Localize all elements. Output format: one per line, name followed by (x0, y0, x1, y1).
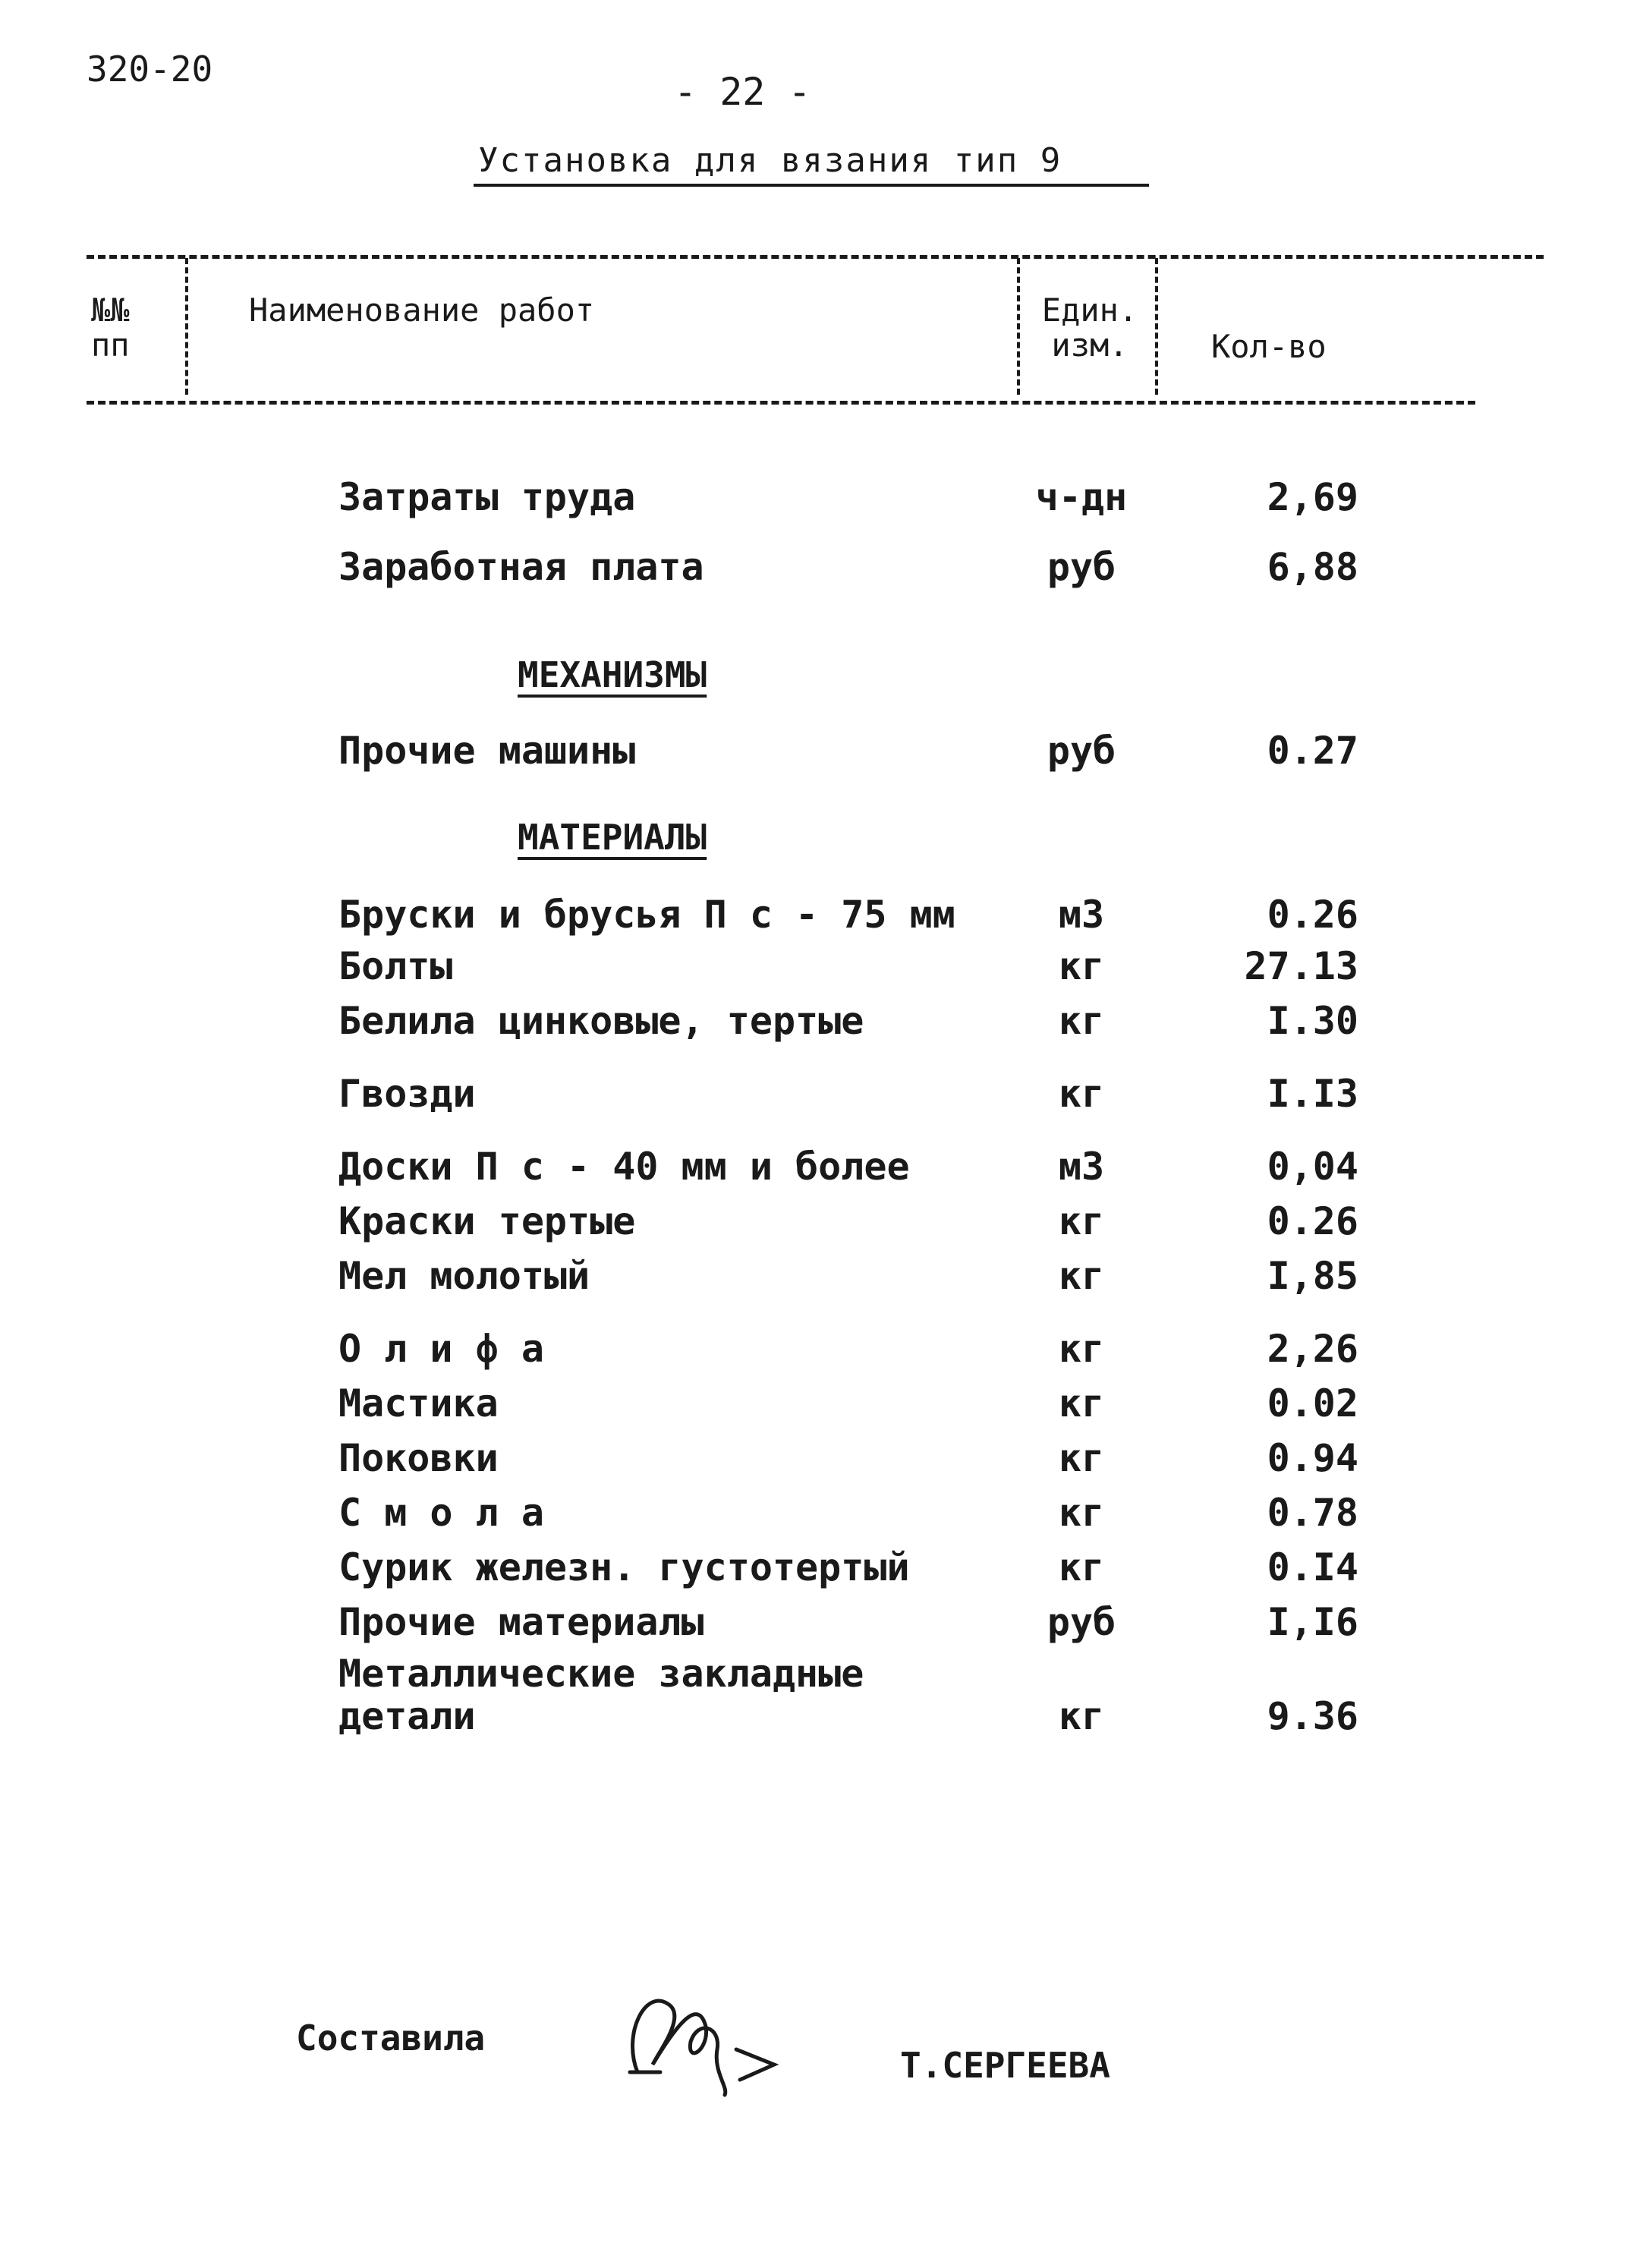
row-unit: руб (1047, 1600, 1116, 1644)
header-unit (1029, 293, 1151, 363)
row-name: Сурик железн. густотертый (338, 1545, 910, 1589)
row-quantity: 6,88 (1267, 545, 1358, 589)
row-quantity: 0.26 (1267, 893, 1358, 937)
table-row (0, 1072, 1640, 1117)
header-num-line2: пп (91, 326, 130, 364)
row-unit: м3 (1058, 1145, 1105, 1189)
row-unit: кг (1058, 1072, 1105, 1116)
row-unit: кг (1058, 1381, 1105, 1425)
row-name: Краски тертые (338, 1199, 636, 1243)
row-unit: кг (1058, 1694, 1105, 1738)
row-quantity: 2,69 (1267, 475, 1358, 519)
row-quantity: 0.94 (1267, 1436, 1358, 1480)
compiled-by-label: Составила (296, 2018, 486, 2059)
compiler-name: Т.СЕРГЕЕВА (900, 2045, 1110, 2086)
row-quantity: 2,26 (1267, 1327, 1358, 1371)
row-quantity: I,85 (1267, 1254, 1358, 1298)
row-quantity: 0.78 (1267, 1491, 1358, 1535)
table-row (0, 1600, 1640, 1646)
row-name: С м о л а (338, 1491, 544, 1535)
row-name: Затраты труда (338, 475, 636, 519)
title-underline (474, 184, 1149, 187)
row-quantity: 0,04 (1267, 1145, 1358, 1189)
row-quantity: 0.02 (1267, 1381, 1358, 1425)
table-row (0, 1491, 1640, 1536)
table-row (0, 545, 1640, 591)
table-header-top-rule (87, 255, 1544, 259)
table-divider-num (185, 258, 188, 395)
row-unit: руб (1047, 545, 1116, 589)
header-quantity: Кол-во (1211, 328, 1327, 365)
row-quantity: I,I6 (1267, 1600, 1358, 1644)
row-unit: руб (1047, 729, 1116, 773)
table-row (0, 1652, 1640, 1743)
row-name: Заработная плата (338, 545, 704, 589)
table-row (0, 475, 1640, 521)
row-quantity: 0.I4 (1267, 1545, 1358, 1589)
row-unit: кг (1058, 1199, 1105, 1243)
row-name: Прочие материалы (338, 1600, 704, 1644)
row-name: Поковки (338, 1436, 499, 1480)
table-divider-unit (1155, 258, 1158, 395)
row-name: Болты (338, 944, 453, 988)
row-quantity: 9.36 (1267, 1694, 1358, 1738)
row-quantity: 0.27 (1267, 729, 1358, 773)
row-quantity: 0.26 (1267, 1199, 1358, 1243)
header-name: Наименование работ (249, 291, 595, 329)
row-name: Металлические закладные (338, 1652, 864, 1696)
table-row (0, 1254, 1640, 1299)
header-num-line1: №№ (91, 291, 130, 329)
row-unit: кг (1058, 1327, 1105, 1371)
row-name: О л и ф а (338, 1327, 544, 1371)
row-quantity: I.30 (1267, 999, 1358, 1043)
signature (615, 1958, 789, 2103)
row-name: Бруски и брусья П с - 75 мм (338, 893, 955, 937)
row-unit: м3 (1058, 893, 1105, 937)
row-unit: кг (1058, 999, 1105, 1043)
row-name: Прочие машины (338, 729, 636, 773)
row-name-line2: детали (338, 1694, 476, 1738)
row-unit: кг (1058, 1254, 1105, 1298)
row-name: Белила цинковые, тертые (338, 999, 864, 1043)
row-unit: кг (1058, 1491, 1105, 1535)
table-row (0, 1327, 1640, 1372)
table-header-bottom-rule (87, 401, 1475, 405)
header-unit-line1: Един. (1041, 291, 1138, 329)
section-heading-materials: МАТЕРИАЛЫ (518, 817, 707, 858)
table-divider-name (1017, 258, 1020, 395)
section-heading-mechanisms: МЕХАНИЗМЫ (518, 654, 707, 695)
document-code: 320-20 (87, 49, 213, 90)
row-quantity: 27.13 (1244, 944, 1358, 988)
row-name: Гвозди (338, 1072, 476, 1116)
row-unit: кг (1058, 944, 1105, 988)
table-row (0, 1436, 1640, 1482)
row-name: Мел молотый (338, 1254, 590, 1298)
table-row (0, 1381, 1640, 1427)
page-title: Установка для вязания тип 9 (478, 141, 1062, 180)
table-row (0, 1145, 1640, 1190)
row-name: Мастика (338, 1381, 499, 1425)
row-unit: ч-дн (1035, 475, 1128, 519)
row-quantity: I.I3 (1267, 1072, 1358, 1116)
header-unit-line2: изм. (1051, 326, 1128, 364)
row-unit: кг (1058, 1545, 1105, 1589)
table-row (0, 944, 1640, 990)
page-number: - 22 - (674, 70, 811, 114)
table-row (0, 729, 1640, 774)
row-unit: кг (1058, 1436, 1105, 1480)
table-row (0, 1199, 1640, 1245)
table-row (0, 1545, 1640, 1591)
header-num (91, 293, 130, 363)
table-row (0, 999, 1640, 1044)
table-row (0, 893, 1640, 938)
row-name: Доски П с - 40 мм и более (338, 1145, 910, 1189)
